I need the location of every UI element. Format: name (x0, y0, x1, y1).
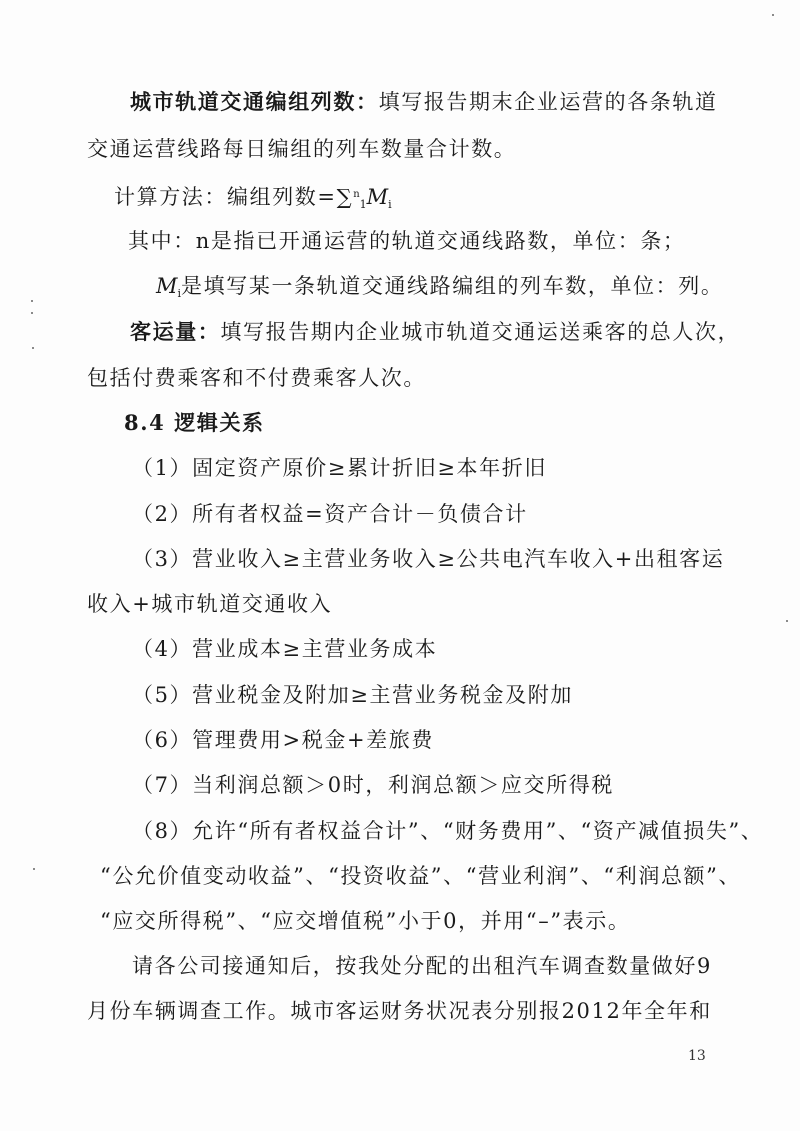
rule-6: （6）管理费用>税金+差旅费 (132, 728, 434, 752)
section-heading: 8.4 逻辑关系 (124, 410, 265, 435)
rule-3-line2: 收入+城市轨道交通收入 (87, 592, 333, 616)
m-variable: M (156, 274, 178, 298)
scan-speck (31, 312, 33, 314)
rail-train-definition-line2: 交通运营线路每日编组的列车数量合计数。 (87, 137, 517, 161)
rail-train-text1: 填写报告期末企业运营的各条轨道 (378, 90, 718, 114)
sum-variable-subscript: i (388, 198, 392, 211)
where-n-line: 其中：n是指已开通运营的轨道交通线路数，单位：条； (128, 229, 686, 253)
scan-speck (32, 347, 34, 349)
passenger-text1: 填写报告期内企业城市轨道交通运送乘客的总人次， (220, 320, 741, 344)
page-number: 13 (688, 1048, 706, 1064)
sum-variable: M (366, 185, 389, 209)
scan-speck (31, 300, 33, 302)
scan-speck (786, 620, 788, 622)
closing-paragraph-line2: 月份车辆调查工作。城市客运财务状况表分别报2012年全年和 (87, 999, 712, 1023)
m-variable-subscript: i (177, 287, 182, 300)
rule-3-line1: （3）营业收入≥主营业务收入≥公共电汽车收入+出租客运 (132, 547, 725, 571)
passenger-definition-line2: 包括付费乘客和不付费乘客人次。 (87, 366, 426, 390)
m-definition: 是填写某一条轨道交通线路编组的列车数，单位：列。 (181, 274, 724, 298)
scan-speck (33, 868, 35, 870)
rule-8-line2: “公允价值变动收益”、“投资收益”、“营业利润”、“利润总额”、 (100, 864, 742, 888)
passenger-term: 客运量： (130, 319, 221, 344)
where-m-line (156, 272, 723, 308)
rule-2: （2）所有者权益=资产合计－负债合计 (132, 502, 528, 526)
sum-symbol: ∑ (336, 185, 354, 209)
rule-8-line1: （8）允许“所有者权益合计”、“财务费用”、“资产减值损失”、 (132, 819, 764, 843)
rule-4: （4）营业成本≥主营业务成本 (132, 637, 438, 661)
calculation-method-line (114, 181, 392, 219)
closing-paragraph-line1: 请各公司接通知后，按我处分配的出租汽车调查数量做好9 (132, 954, 712, 978)
rule-7: （7）当利润总额＞0时，利润总额＞应交所得税 (132, 773, 614, 797)
rule-5: （5）营业税金及附加≥主营业务税金及附加 (132, 683, 573, 707)
rail-train-term: 城市轨道交通编组列数： (130, 89, 379, 114)
passenger-definition-line1 (130, 318, 740, 346)
rule-1: （1）固定资产原价≥累计折旧≥本年折旧 (132, 456, 547, 480)
calc-label: 计算方法：编组列数= (114, 185, 337, 209)
sum-lower-bound: 1 (359, 198, 367, 211)
sum-upper-bound: n (353, 189, 360, 200)
scan-speck (772, 14, 774, 16)
rail-train-definition-line1 (130, 88, 718, 116)
rule-8-line3: “应交所得税”、“应交增值税”小于0，并用“–”表示。 (100, 909, 631, 933)
